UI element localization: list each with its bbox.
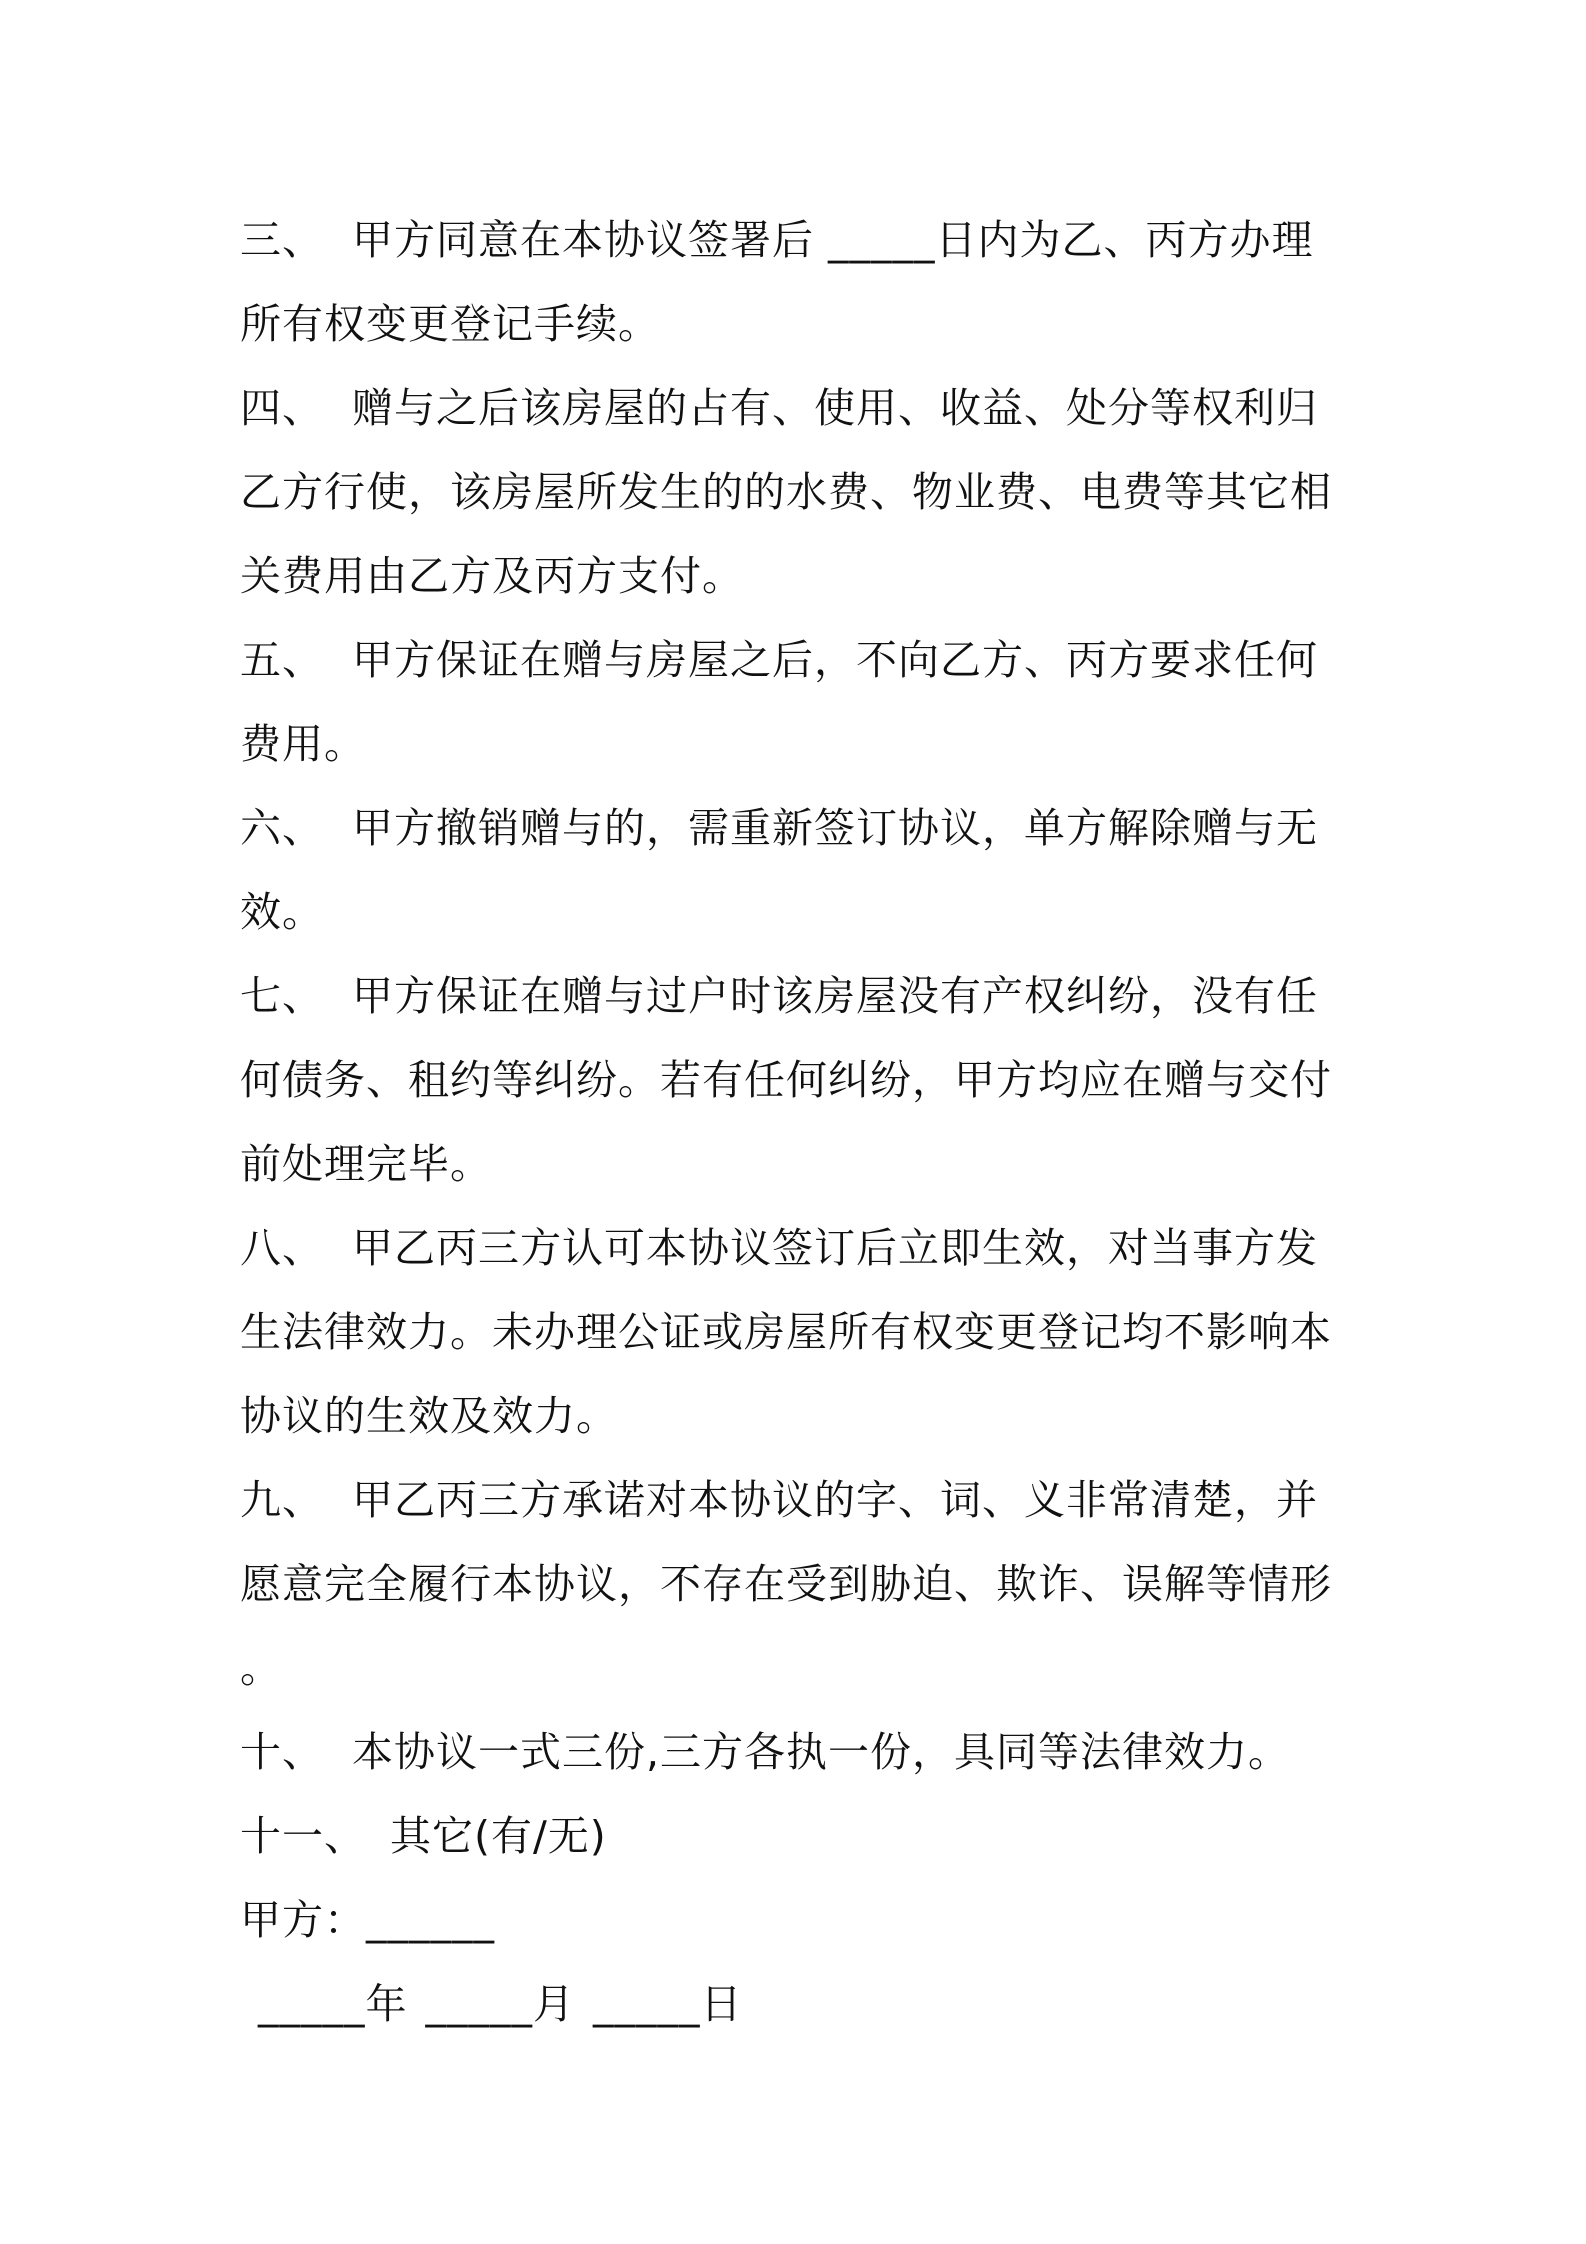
clause-line: 乙方行使，该房屋所发生的的水费、物业费、电费等其它相 — [240, 468, 1332, 516]
clause-number: 三、 — [240, 216, 324, 264]
clause-text — [352, 618, 1360, 702]
clause-text — [352, 1710, 1360, 1794]
clause-6 — [240, 786, 1360, 870]
clause-line: 甲乙丙三方认可本协议签订后立即生效，对当事方发 — [352, 1224, 1318, 1272]
clause-line: 甲方同意在本协议签署后 _____日内为乙、丙方办理 — [352, 216, 1314, 264]
signature-label: 甲方： — [240, 1896, 366, 1944]
clause-number: 八、 — [240, 1224, 324, 1272]
signature-blank: ______ — [366, 1896, 495, 1944]
clause-number: 九、 — [240, 1476, 324, 1524]
clause-number: 四、 — [240, 384, 324, 432]
clause-line: 关费用由乙方及丙方支付。 — [240, 552, 744, 600]
clause-8 — [240, 1206, 1360, 1290]
signing-date — [240, 1962, 1360, 2046]
clause-text — [352, 1206, 1360, 1290]
clause-line: 生法律效力。未办理公证或房屋所有权变更登记均不影响本 — [240, 1308, 1332, 1356]
year-blank: _____ — [258, 1980, 366, 2028]
clause-line: 甲方撤销赠与的，需重新签订协议，单方解除赠与无 — [352, 804, 1318, 852]
agreement-body — [240, 198, 1360, 2046]
clause-text — [352, 954, 1360, 1038]
clause-line: 前处理完毕。 — [240, 1140, 492, 1188]
clause-line: 费用。 — [240, 720, 366, 768]
clause-11 — [240, 1794, 1360, 1878]
clause-text — [352, 366, 1360, 450]
clause-text — [352, 1458, 1360, 1542]
clause-line: 。 — [240, 1644, 282, 1692]
party-a-signature — [240, 1878, 1360, 1962]
day-label: 日 — [700, 1980, 743, 2028]
clause-text — [390, 1794, 1360, 1878]
clause-10 — [240, 1710, 1360, 1794]
clause-line: 其它(有/无) — [390, 1812, 607, 1860]
clause-number: 六、 — [240, 804, 324, 852]
clause-line: 赠与之后该房屋的占有、使用、收益、处分等权利归 — [352, 384, 1318, 432]
clause-line: 甲方保证在赠与房屋之后，不向乙方、丙方要求任何 — [352, 636, 1318, 684]
clause-9 — [240, 1458, 1360, 1542]
clause-line: 本协议一式三份,三方各执一份，具同等法律效力。 — [352, 1728, 1291, 1776]
clause-number: 五、 — [240, 636, 324, 684]
clause-line: 效。 — [240, 888, 324, 936]
month-label: 月 — [533, 1980, 575, 2028]
clause-text — [352, 786, 1360, 870]
clause-number: 十一、 — [240, 1812, 366, 1860]
clause-number: 七、 — [240, 972, 324, 1020]
clause-line: 甲乙丙三方承诺对本协议的字、词、义非常清楚，并 — [352, 1476, 1318, 1524]
clause-4 — [240, 366, 1360, 450]
clause-line: 所有权变更登记手续。 — [240, 300, 660, 348]
clause-number: 十、 — [240, 1728, 324, 1776]
clause-text — [352, 198, 1360, 282]
year-label: 年 — [365, 1980, 408, 2028]
clause-line: 协议的生效及效力。 — [240, 1392, 618, 1440]
clause-7 — [240, 954, 1360, 1038]
clause-3 — [240, 198, 1360, 282]
day-blank: _____ — [593, 1980, 701, 2028]
month-blank: _____ — [425, 1980, 533, 2028]
clause-line: 何债务、租约等纠纷。若有任何纠纷，甲方均应在赠与交付 — [240, 1056, 1332, 1104]
clause-5 — [240, 618, 1360, 702]
clause-line: 甲方保证在赠与过户时该房屋没有产权纠纷，没有任 — [352, 972, 1318, 1020]
clause-line: 愿意完全履行本协议，不存在受到胁迫、欺诈、误解等情形 — [240, 1560, 1332, 1608]
